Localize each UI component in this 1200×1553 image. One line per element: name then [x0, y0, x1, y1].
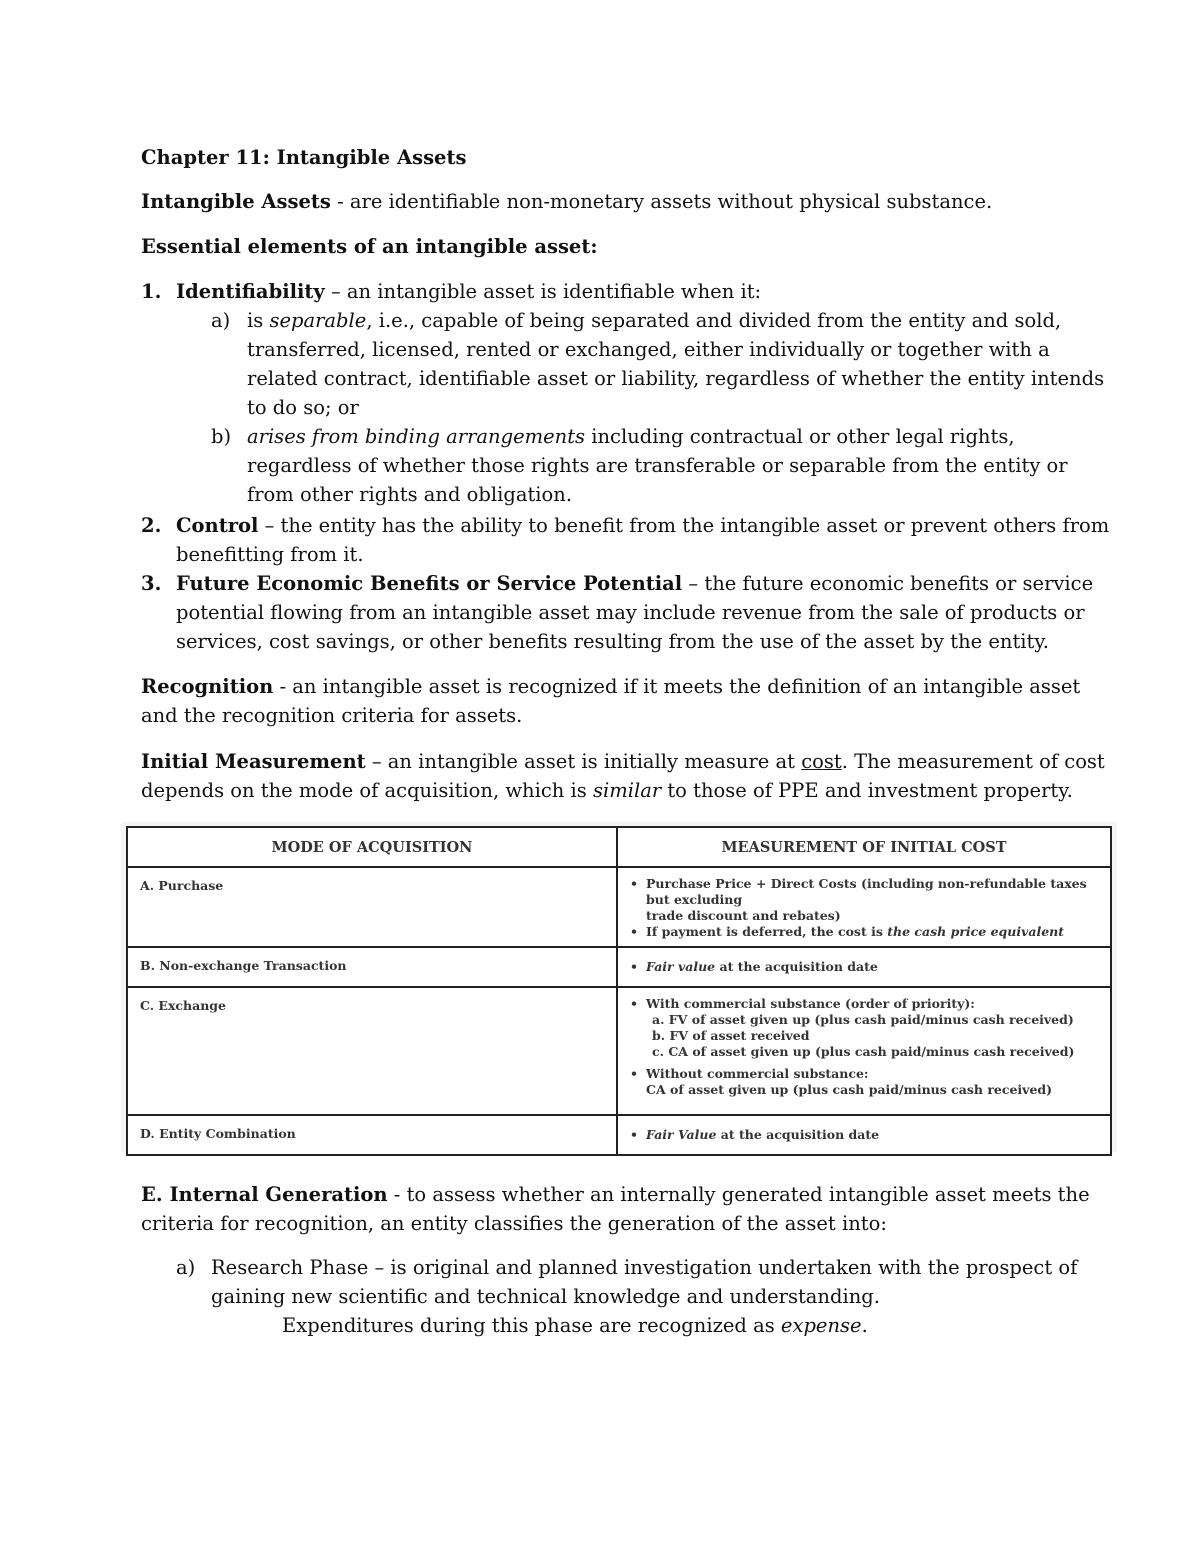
research-expense-line: Expenditures during this phase are recognized as expense.: [282, 1314, 868, 1337]
table-row: [127, 947, 1111, 987]
element-text: – an intangible asset is identifiable when it:: [324, 280, 762, 303]
acquisition-table: [126, 826, 1112, 1156]
list-number: 1.: [141, 280, 162, 303]
table-row: [127, 1115, 1111, 1155]
essential-heading: Essential elements of an intangible asset:: [141, 235, 598, 258]
element-future-benefits: Future Economic Benefits or Service Potential – the future economic benefits or service potential flowing from an intangible asset may include revenue from the sale of products or services, cost savings, or other benefits resulting from the use of the asset by the entity.: [176, 572, 1094, 653]
table-cell: • Purchase Price + Direct Costs (including non-refundable taxes but excluding trade discount and rebates) • If payment is deferred, the cost is the cash price equivalent: [617, 867, 1111, 947]
definition-term: Intangible Assets: [141, 190, 331, 213]
initial-measurement-paragraph: Initial Measurement – an intangible asset is initially measure at cost. The measurement of cost depends on the mode of acquisition, which is similar to those of PPE and investment property.: [141, 750, 1105, 802]
definition-paragraph: [141, 187, 992, 216]
recognition-paragraph: Recognition - an intangible asset is recognized if it meets the definition of an intangible asset and the recognition criteria for assets.: [141, 675, 1081, 727]
list-number: 2.: [141, 514, 162, 537]
table-cell: C. Exchange: [127, 987, 617, 1115]
table-row: [127, 987, 1111, 1115]
table-cell: D. Entity Combination: [127, 1115, 617, 1155]
table-header-mode: MODE OF ACQUISITION: [127, 827, 617, 867]
table-cell: B. Non-exchange Transaction: [127, 947, 617, 987]
sub-letter: a): [176, 1256, 196, 1279]
element-term: Identifiability: [176, 280, 325, 303]
element-identifiability: [176, 277, 761, 306]
acquisition-table-image: [121, 822, 1117, 1152]
definition-text: - are identifiable non-monetary assets without physical substance.: [330, 190, 993, 213]
sub-letter: b): [211, 425, 232, 448]
table-cell: • Fair Value at the acquisition date: [617, 1115, 1111, 1155]
sub-item-separable: is separable, i.e., capable of being separated and divided from the entity and sold, transferred, licensed, rented or exchanged, either individually or together with a related contract, identifiable asset or liability, regardless of whether the entity intends to do so; or: [247, 309, 1105, 419]
element-control: Control – the entity has the ability to benefit from the intangible asset or prevent others from benefitting from it.: [176, 514, 1110, 566]
internal-generation-paragraph: E. Internal Generation - to assess whether an internally generated intangible asset meets the criteria for recognition, an entity classifies the generation of the asset into:: [141, 1183, 1090, 1235]
table-cell: • With commercial substance (order of priority): a. FV of asset given up (plus cash paid/minus cash received) b. FV of asset received c. CA of asset given up (plus cash paid/minus cash received) • Without commercial substance: CA of asset given up (plus cash paid/minus cash received): [617, 987, 1111, 1115]
table-cell: • Fair value at the acquisition date: [617, 947, 1111, 987]
table-header-row: [127, 827, 1111, 867]
table-cell: A. Purchase: [127, 867, 617, 947]
sub-letter: a): [211, 309, 231, 332]
list-number: 3.: [141, 572, 162, 595]
table-row: [127, 867, 1111, 947]
research-phase-item: Research Phase – is original and planned investigation undertaken with the prospect of gaining new scientific and technical knowledge and understanding.: [211, 1256, 1078, 1308]
sub-item-arrangements: arises from binding arrangements including contractual or other legal rights, regardless of whether those rights are transferable or separable from the entity or from other rights and obligation.: [247, 425, 1068, 506]
table-header-measurement: MEASUREMENT OF INITIAL COST: [617, 827, 1111, 867]
chapter-title: Chapter 11: Intangible Assets: [141, 146, 467, 169]
